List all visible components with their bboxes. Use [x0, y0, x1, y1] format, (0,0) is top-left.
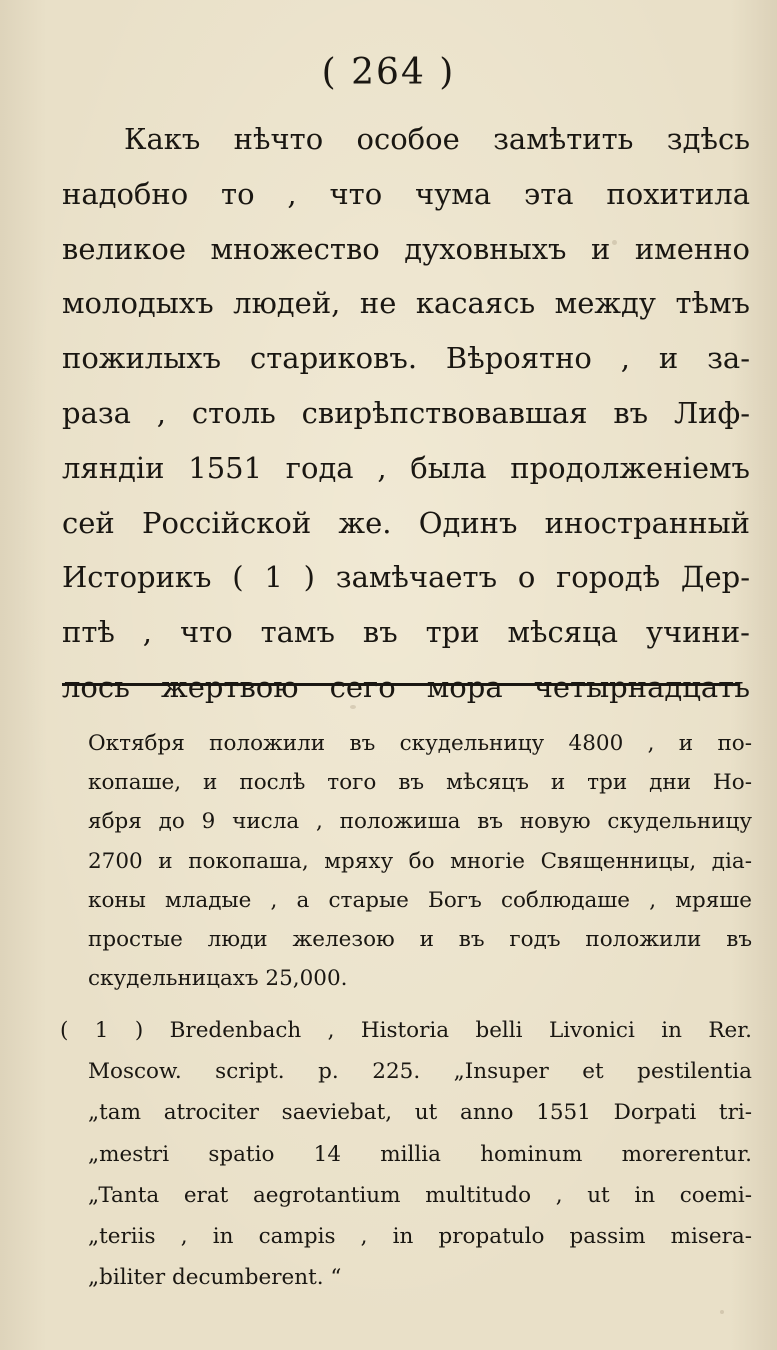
- footnote-1: [60, 1010, 752, 1298]
- footnote-line: коны младые , а старые Богъ соблюдаше , мряше: [88, 887, 752, 913]
- footnote-line: „tam atrociter saeviebat, ut anno 1551 Dorpati tri-: [88, 1100, 752, 1126]
- text-line: великое множество духовныхъ и именно: [62, 231, 750, 266]
- text-line: Историкъ ( 1 ) замѣчаетъ о городѣ Дер-: [62, 560, 750, 595]
- text-line: надобно то , что чума эта похитила: [62, 176, 750, 211]
- footnote-continuation: [88, 724, 752, 998]
- text-line: ляндіи 1551 года , была продолженіемъ: [62, 450, 750, 485]
- footnote-line: „mestri spatio 14 millia hominum morerentur.: [88, 1141, 752, 1167]
- text-line: лось жертвою сего мора четырнадцать: [62, 669, 750, 704]
- text-line: пожилыхъ стариковъ. Вѣроятно , и за-: [62, 341, 750, 376]
- paper-stain: [612, 240, 617, 245]
- footnote-line: копаше, и послѣ того въ мѣсяцъ и три дни Но-: [88, 770, 752, 796]
- text-line: раза , столь свирѣпствовавшая въ Лиф-: [62, 395, 750, 430]
- text-line: молодыхъ людей, не касаясь между тѣмъ: [62, 286, 750, 321]
- footnote-line: „biliter decumberent. “: [88, 1265, 342, 1291]
- footnote-line: „teriis , in campis , in propatulo passim misera-: [88, 1223, 752, 1249]
- footnote-line: 2700 и покопаша, мряху бо многіе Священницы, діа-: [88, 848, 752, 874]
- text-line: птѣ , что тамъ въ три мѣсяца учини-: [62, 615, 750, 650]
- footnote-line: простые люди железою и въ годъ положили въ: [88, 926, 752, 952]
- paper-stain: [720, 1310, 724, 1314]
- footnote-divider: [62, 683, 738, 686]
- footnote-line: ября до 9 числа , положиша въ новую скудельницу: [88, 809, 752, 835]
- footnote-line: ( 1 ) Bredenbach , Historia belli Livonici in Rer.: [60, 1018, 752, 1043]
- footnote-line: „Tanta erat aegrotantium multitudo , ut in coemi-: [88, 1182, 752, 1208]
- text-line: Какъ нѣчто особое замѣтить здѣсь: [124, 122, 750, 156]
- page-number: ( 264 ): [321, 52, 456, 93]
- footnote-line: Октября положили въ скудельницу 4800 , и по-: [88, 731, 752, 756]
- paper-stain: [350, 705, 356, 709]
- text-line: сей Россійской же. Одинъ иностранный: [62, 505, 750, 540]
- main-text-block: [62, 112, 750, 715]
- footnote-line: Moscow. script. p. 225. „Insuper et pestilentia: [88, 1059, 752, 1085]
- footnote-line: скудельницахъ 25,000.: [88, 966, 348, 992]
